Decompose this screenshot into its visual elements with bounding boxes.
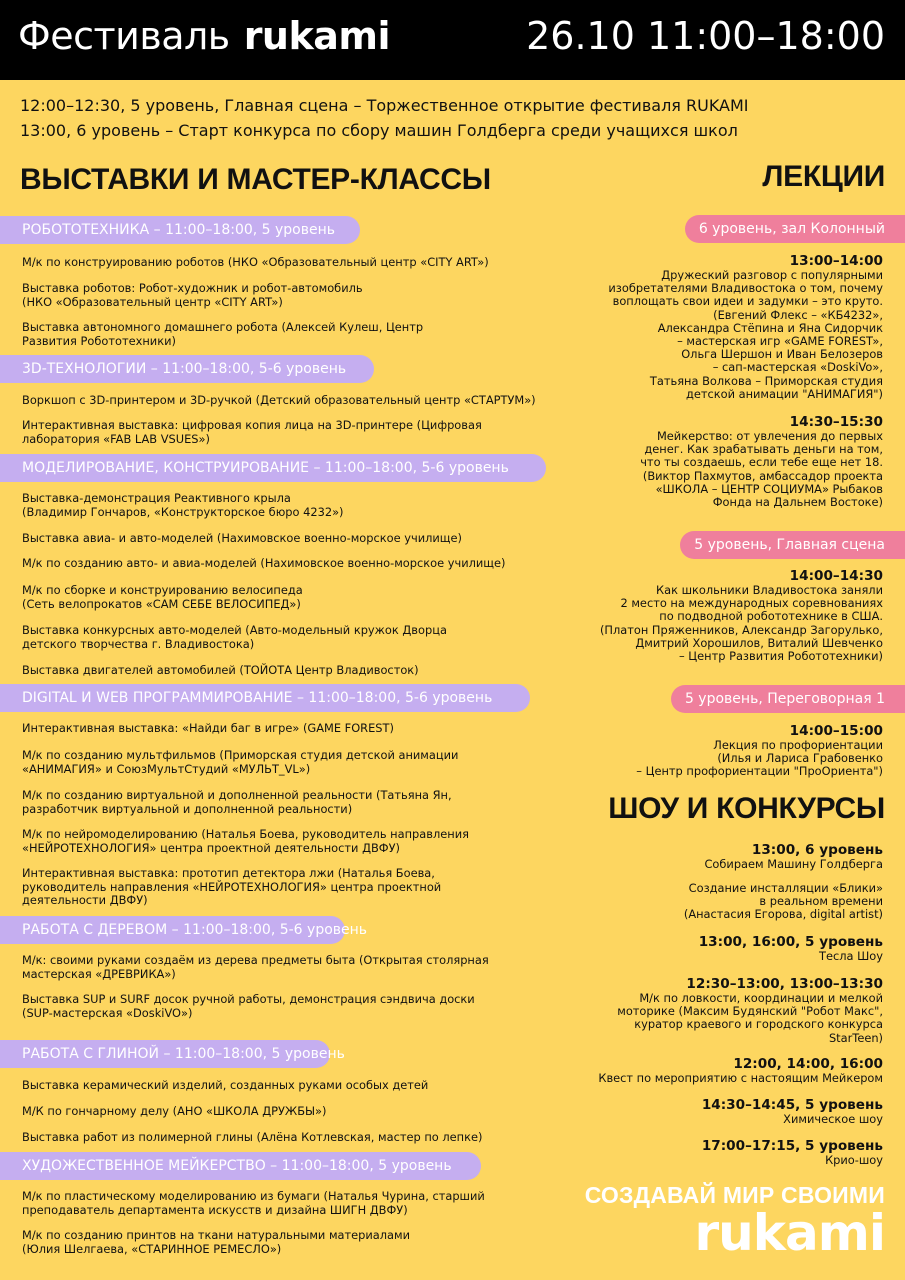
show-time: 14:30–14:45, 5 уровень xyxy=(701,1097,883,1113)
show-entry xyxy=(704,842,883,871)
list-item: М/к по сборке и конструированию велосипеда (Сеть велопрокатов «САМ СЕБЕ ВЕЛОСИПЕД») xyxy=(22,583,303,611)
lecture-time: 14:00–15:00 xyxy=(789,723,883,739)
show-text: Химическое шоу xyxy=(783,1112,883,1126)
list-item: Выставка конкурсных авто-моделей (Авто-модельный кружок Дворца детского творчества г. Владивостока) xyxy=(22,623,447,651)
show-text: Квест по мероприятию с настоящим Мейкером xyxy=(598,1071,883,1085)
place-tab-hall: 6 уровень, зал Колонный xyxy=(685,215,905,243)
list-item: Выставка SUP и SURF досок ручной работы, демонстрация сэндвича доски (SUP-мастерская «DoskiVO») xyxy=(22,992,475,1020)
section-modeling: МОДЕЛИРОВАНИЕ, КОНСТРУИРОВАНИЕ – 11:00–18:00, 5-6 уровень xyxy=(0,454,546,482)
show-text: М/к по ловкости, координации и мелкой моторике (Максим Будянский "Робот Макс", куратор краевого и городского конкурса StarTeen) xyxy=(617,991,883,1045)
list-item: Выставка керамический изделий, созданных руками особых детей xyxy=(22,1078,429,1092)
lecture-entry xyxy=(640,414,883,509)
section-art-making: ХУДОЖЕСТВЕННОЕ МЕЙКЕРСТВО – 11:00–18:00, 5 уровень xyxy=(0,1152,481,1180)
show-time: 12:30–13:00, 13:00–13:30 xyxy=(686,976,883,992)
show-text: Собираем Машину Голдберга xyxy=(704,857,883,871)
section-3d: 3D-ТЕХНОЛОГИИ – 11:00–18:00, 5-6 уровень xyxy=(0,355,374,383)
festival-title xyxy=(18,14,390,58)
place-tab-meeting-room: 5 уровень, Переговорная 1 xyxy=(671,685,905,713)
list-item: Выставка-демонстрация Реактивного крыла (Владимир Гончаров, «Конструкторское бюро 4232») xyxy=(22,491,344,519)
section-clay: РАБОТА С ГЛИНОЙ – 11:00–18:00, 5 уровень xyxy=(0,1040,330,1068)
list-item: Воркшоп с 3D-принтером и 3D-ручкой (Детский образовательный центр «СТАРТУМ») xyxy=(22,393,536,407)
list-item: Выставка роботов: Робот-художник и робот-автомобиль (НКО «Образовательный центр «CITY ART») xyxy=(22,281,363,309)
list-item: М/к по созданию виртуальной и дополненной реальности (Татьяна Ян, разработчик виртуальной и дополненной реальности) xyxy=(22,788,452,816)
show-entry xyxy=(598,1056,883,1085)
lecture-text: Лекция по профориентации (Илья и Лариса Грабовенко – Центр профориентации "ПроОриента") xyxy=(636,738,883,779)
section-robotics: РОБОТОТЕХНИКА – 11:00–18:00, 5 уровень xyxy=(0,216,360,244)
header-bar xyxy=(0,0,905,80)
lecture-time: 14:30–15:30 xyxy=(789,414,883,430)
lecture-time: 14:00–14:30 xyxy=(789,568,883,584)
list-item: М/К по гончарному делу (АНО «ШКОЛА ДРУЖБЫ») xyxy=(22,1104,327,1118)
list-item: М/к по пластическому моделированию из бумаги (Наталья Чурина, старший преподаватель департамента искусств и дизайна ШИГН ДВФУ) xyxy=(22,1189,485,1217)
show-time: 12:00, 14:00, 16:00 xyxy=(733,1056,883,1072)
list-item: Выставка двигателей автомобилей (ТОЙОТА Центр Владивосток) xyxy=(22,663,419,677)
show-entry xyxy=(617,976,883,1045)
list-item: М/к: своими руками создаём из дерева предметы быта (Открытая столярная мастерская «ДРЕВРИКА») xyxy=(22,953,489,981)
footer-slogan: СОЗДАВАЙ МИР СВОИМИ xyxy=(584,1182,885,1208)
show-text: Создание инсталляции «Блики» в реальном времени (Анастасия Егорова, digital artist) xyxy=(683,881,883,922)
show-time: 13:00, 6 уровень xyxy=(751,842,883,858)
place-tab-main-stage: 5 уровень, Главная сцена xyxy=(680,531,905,559)
announcement-contest: 13:00, 6 уровень – Старт конкурса по сбору машин Голдберга среди учащихся школ xyxy=(20,121,738,140)
list-item: Интерактивная выставка: прототип детектора лжи (Наталья Боева, руководитель направления «НЕЙРОТЕХНОЛОГИЯ» центра проектной деятельности ДВФУ) xyxy=(22,866,442,907)
lecture-entry xyxy=(636,723,883,779)
show-text: Тесла Шоу xyxy=(819,949,883,963)
lecture-text: Как школьники Владивостока заняли 2 место на международных соревнованиях по подводной робототехнике в США. (Платон Пряженников, Александр Загорулько, Дмитрий Хорошилов, Виталий Шевченко – Центр Развития Робототехники) xyxy=(599,583,883,664)
list-item: Выставка работ из полимерной глины (Алёна Котлевская, мастер по лепке) xyxy=(22,1130,483,1144)
lecture-entry xyxy=(608,253,883,401)
list-item: М/к по конструированию роботов (НКО «Образовательный центр «CITY ART») xyxy=(22,255,489,269)
list-item: М/к по нейромоделированию (Наталья Боева, руководитель направления «НЕЙРОТЕХНОЛОГИЯ» центра проектной деятельности ДВФУ) xyxy=(22,827,469,855)
announcement-opening: 12:00–12:30, 5 уровень, Главная сцена – Торжественное открытие фестиваля RUKAMI xyxy=(20,96,749,115)
list-item: М/к по созданию принтов на ткани натуральными материалами (Юлия Шелгаева, «СТАРИННОЕ РЕМЕСЛО») xyxy=(22,1228,411,1256)
show-entry xyxy=(684,882,883,922)
lecture-entry xyxy=(600,568,883,663)
list-item: Выставка авиа- и авто-моделей (Нахимовское военно-морское училище) xyxy=(22,531,462,545)
list-item: Выставка автономного домашнего робота (Алексей Кулеш, Центр Развития Робототехники) xyxy=(22,320,424,348)
list-item: Интерактивная выставка: цифровая копия лица на 3D-принтере (Цифровая лаборатория «FAB LAB VSUES») xyxy=(22,418,482,446)
lecture-text: Дружеский разговор с популярными изобретателями Владивостока о том, почему воплощать свои идеи и задумки – это круто. (Евгений Флекс – «КБ4232», Александра Стёпина и Яна Сидорчик – мастерская игр «GAME FOREST», Ольга Шершон и Иван Белозеров – сап-мастерская «DoskiVo», Татьяна Волкова – Приморская студия детской анимации "АНИМАГИЯ") xyxy=(608,268,883,401)
show-entry xyxy=(699,934,883,963)
shows-heading: ШОУ И КОНКУРСЫ xyxy=(608,792,885,825)
festival-title-word: Фестиваль xyxy=(18,14,230,58)
footer-brand-logo: rukami xyxy=(694,1204,885,1262)
lecture-text: Мейкерство: от увлечения до первых денег. Как зрабатывать деньги на том, что ты создаешь, если тебе еще нет 18. (Виктор Пахмутов, амбассадор проекта «ШКОЛА – ЦЕНТР СОЦИУМА» Рыбаков Фонда на Дальнем Востоке) xyxy=(640,429,883,510)
festival-datetime: 26.10 11:00–18:00 xyxy=(526,14,885,58)
section-digital: DIGITAL И WEB ПРОГРАММИРОВАНИЕ – 11:00–18:00, 5-6 уровень xyxy=(0,684,530,712)
show-time: 13:00, 16:00, 5 уровень xyxy=(698,934,883,950)
section-wood: РАБОТА С ДЕРЕВОМ – 11:00–18:00, 5-6 уровень xyxy=(0,916,345,944)
show-time: 17:00–17:15, 5 уровень xyxy=(701,1138,883,1154)
list-item: М/к по созданию авто- и авиа-моделей (Нахимовское военно-морское училище) xyxy=(22,556,506,570)
lecture-time: 13:00–14:00 xyxy=(789,253,883,269)
exhibitions-heading: ВЫСТАВКИ И МАСТЕР-КЛАССЫ xyxy=(20,163,491,196)
show-text: Крио-шоу xyxy=(825,1153,883,1167)
festival-brand: rukami xyxy=(243,14,391,58)
show-entry xyxy=(702,1097,883,1126)
show-entry xyxy=(702,1138,883,1167)
lectures-heading: ЛЕКЦИИ xyxy=(762,160,885,193)
list-item: Интерактивная выставка: «Найди баг в игре» (GAME FOREST) xyxy=(22,721,394,735)
list-item: М/к по созданию мультфильмов (Приморская студия детской анимации «АНИМАГИЯ» и СоюзМультСтудий «МУЛЬТ_VL») xyxy=(22,748,459,776)
